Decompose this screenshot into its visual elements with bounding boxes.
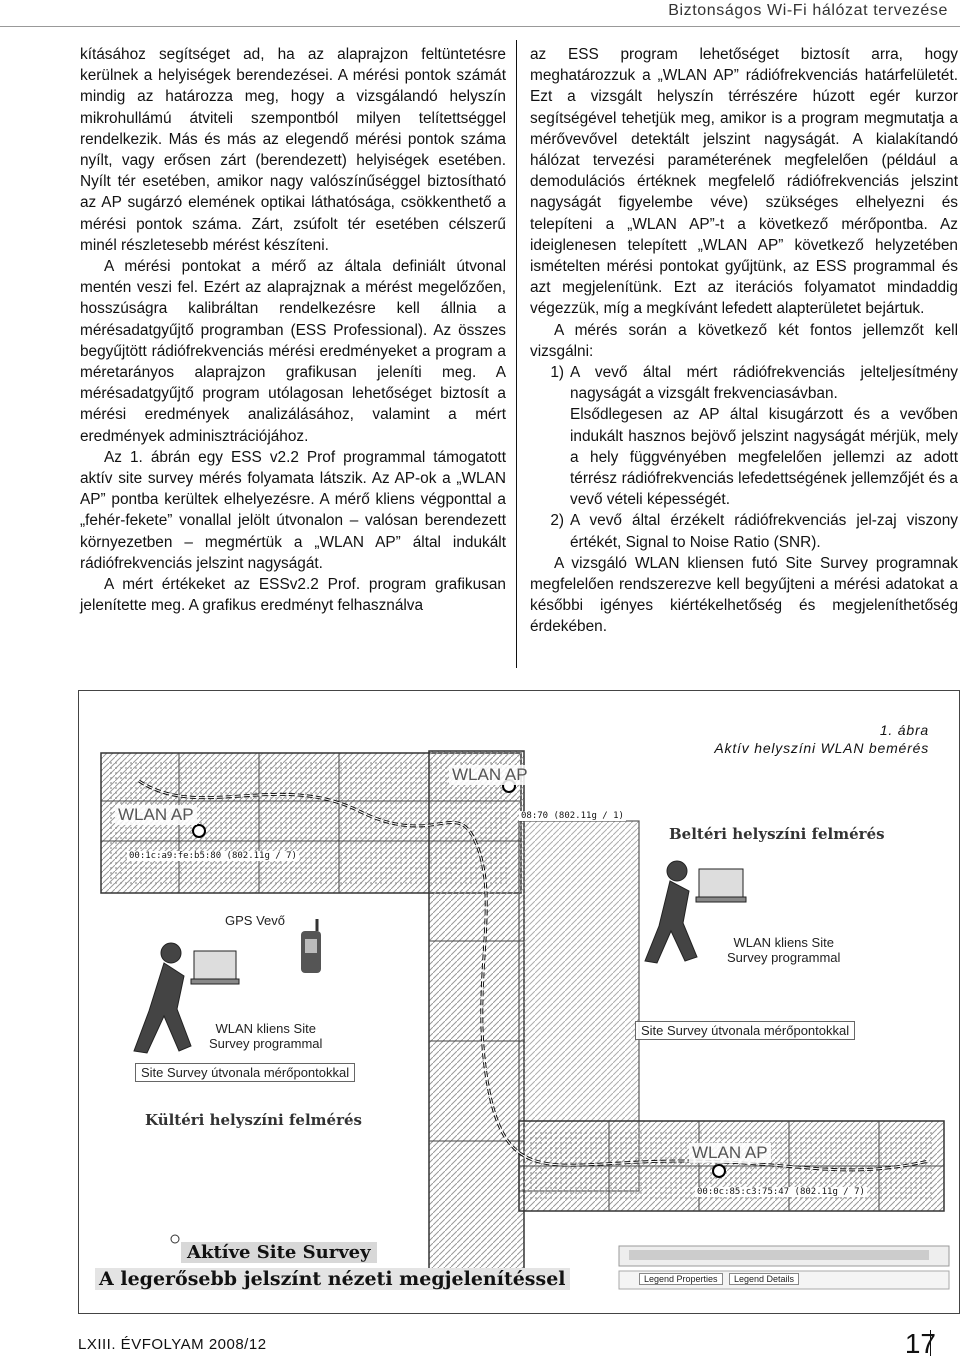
figure-caption [714, 721, 929, 757]
active-survey-title: Aktíve Site Survey [181, 1242, 377, 1263]
header-title: Biztonságos Wi-Fi hálózat tervezése [668, 2, 948, 19]
left-paragraph-3: Az 1. ábrán egy ESS v2.2 Prof programmal támogatott aktív site survey mérés folyamata látszik. Az AP-ok a „WLAN AP” pontba kerültek elhelyezésre. A mérő kliens végponttal a „fehér-fekete” vonallal jelölt útvonalon – valósan berendezett környezetben – megmértük a „WLAN AP” által indukált rádiófrekvenciás jelszint nagyságát. [80, 448, 506, 572]
list-number: 1) [550, 364, 564, 382]
client-label-right-line1: WLAN kliens Site [733, 935, 834, 950]
left-column [80, 44, 506, 616]
left-paragraph-2: A mérési pontokat a mérő az általa definiált útvonal mentén veszi fel. Ezért az alaprajznak a mérést megelőzően, hosszúságra kalibráltan rendelkezésre kell állnia a mérésadatgyűjtő programban (ESS Professional). Az összes begyűjtött rádiófrekvenciás mérési eredményeket a program a méretarányos alaprajzon grafikusan jeleníti meg. A mérésadatgyűjtő program utólagosan lehetőséget biztosít a mérési eredmények analizálásához, valamint a mért eredmények adminisztrációjához. [80, 258, 506, 445]
list-item-1 [530, 362, 958, 510]
ap-marker-top-left [193, 825, 205, 837]
mac-label-bottom: 00:0c:85:c3:75:47 (802.11g / 7) [697, 1187, 865, 1197]
left-paragraph-1: kításához segítséget ad, ha az alaprajzon feltüntetésre kerülnek a helyiségek berendezései. A mérési pontok számát mindig az határozza meg, hogy a vizsgálandó helyszín mikrohullámú átviteli szempontból milyen telítettséggel rendelkezik. Más és más az elegendő mérési pontok száma nyílt, vagy erősen zárt (berendezett) helyiségek esetében. Nyílt tér esetében, amikor nagy valószínűséggel biztosítható az AP sugárzó elemének optikai láthatósága, csökkenthető a mérési pontok száma. Zárt, zsúfolt tér esetében célszerű minél részletesebb mérést készíteni. [80, 46, 506, 254]
right-paragraph-3: A vizsgáló WLAN kliensen futó Site Survey programnak megfelelően rendszerezve kell begyűjteni a mérési adatokat a későbbi igényes kiértékelhetőség és megjeleníthetőség érdekében. [530, 554, 958, 636]
list-item-text: A vevő által mért rádiófrekvenciás jelteljesítmény nagyságát a vizsgált frekvenciasávban. [570, 364, 958, 403]
running-header [0, 0, 960, 27]
list-item-text: A vevő által érzékelt rádiófrekvenciás jel-zaj viszony értékét, Signal to Noise Ratio (SNR). [570, 512, 958, 551]
right-paragraph-1: az ESS program lehetőséget biztosít arra, hogy meghatározzuk a „WLAN AP” rádiófrekvenciás határfelületét. Ezt a vizsgált helyszín térrészére húzott egér kurzor segítségével tehetjük meg, amikor is a program megmutatja a mérővevővel detektált jelszint nagyságát. A kialakítandó hálózat tervezési paraméterének megfelelően (például a demodulációs értéknek megfelelő rádiófrekvenciás jelszint nagyságát figyelembe véve) szükséges elhelyezni és telepíteni a „WLAN AP”-t a következő mérőpontba. Az ideiglenesen telepített „WLAN AP” következő helyzetében ismételten mérési pontokat gyűjtünk, az ESS programmal és azt megjelenítünk. Ezt az iterációs folyamatot mindaddig végezzük, míg a megkívánt lefedett alapterületet bejártuk. [530, 46, 958, 318]
figure-number: 1. ábra [879, 722, 929, 738]
legend-properties-button: Legend Properties [639, 1273, 723, 1285]
route-label-right: Site Survey útvonala mérőpontokkal [635, 1021, 855, 1040]
list-number: 2) [550, 512, 564, 530]
gps-receiver-label: GPS Vevő [225, 913, 285, 928]
figure-title: Aktív helyszíni WLAN bemérés [714, 740, 929, 756]
strongest-signal-subtitle: A legerősebb jelszínt nézeti megjelenítéssel [95, 1268, 570, 1290]
footer-issue: LXIII. ÉVFOLYAM 2008/12 [78, 1336, 267, 1353]
legend-details-button: Legend Details [729, 1273, 799, 1285]
right-column [530, 44, 958, 638]
client-label-right [727, 935, 840, 965]
ap-label-bottom: WLAN AP [689, 1143, 771, 1163]
mac-label-top-left: 00:1c:a9:fe:b5:80 (802.11g / 7) [129, 851, 297, 861]
ap-label-top-left: WLAN AP [115, 805, 197, 825]
list-item-2 [530, 510, 958, 552]
figure-1 [78, 690, 960, 1314]
route-label-left: Site Survey útvonala mérőpontokkal [135, 1063, 355, 1082]
list-item-subtext: Elsődlegesen az AP által kisugárzott és a vevőben indukált hasznos bejövő jelszint nagyságát mérjük, mely a hely függvényében megfelelően jellemzi az adott térrész rádiófrekvenciás lefedettségének jellemzőjét és a vevő vételi képességét. [570, 406, 958, 509]
ap-label-top-center: WLAN AP [449, 765, 531, 785]
mac-label-top-center: 08:70 (802.11g / 1) [521, 811, 624, 821]
column-divider [516, 40, 517, 668]
client-label-left [209, 1021, 322, 1051]
outdoor-survey-label: Kültéri helyszíni felmérés [145, 1111, 362, 1129]
client-label-left-line2: Survey programmal [209, 1036, 323, 1051]
indoor-survey-label: Beltéri helyszíni felmérés [669, 825, 885, 843]
page-number: 17 [904, 1328, 936, 1359]
floor-plan-center-block [429, 751, 524, 1281]
left-paragraph-4: A mért értékeket az ESSv2.2 Prof. program grafikusan jelenítette meg. A grafikus eredményt felhasználva [80, 576, 506, 615]
client-label-left-line1: WLAN kliens Site [215, 1021, 316, 1036]
client-label-right-line2: Survey programmal [727, 950, 841, 965]
ap-marker-bottom [713, 1165, 725, 1177]
right-paragraph-2: A mérés során a következő két fontos jellemzőt kell vizsgálni: [530, 321, 958, 360]
